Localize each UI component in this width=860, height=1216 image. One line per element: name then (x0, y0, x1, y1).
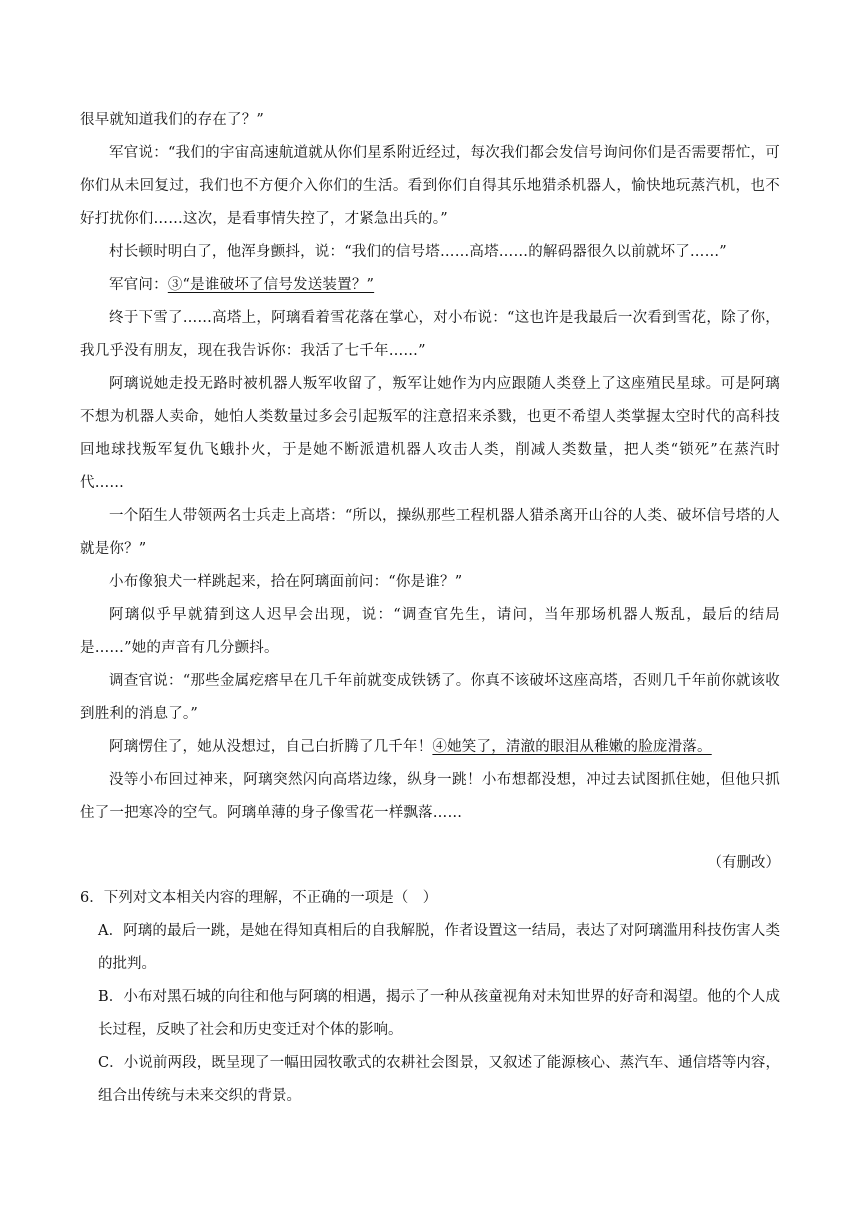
underlined-sentence-3: ③“是谁破坏了信号发送装置？” (167, 277, 375, 293)
passage-paragraph (80, 236, 780, 269)
passage-paragraph (80, 500, 780, 566)
paragraph-text: 阿璃似乎早就猜到这人迟早会出现，说：“调查官先生，请问，当年那场机器人叛乱，最后的结局是……”她的声音有几分颤抖。 (80, 607, 780, 656)
passage-paragraph (80, 566, 780, 599)
option-b: B．小布对黑石城的向往和他与阿璃的相遇，揭示了一种从孩童视角对未知世界的好奇和渴望。他的个人成长过程，反映了社会和历史变迁对个体的影响。 (98, 989, 780, 1038)
passage-paragraph (80, 137, 780, 236)
paragraph-text: 终于下雪了……高塔上，阿璃看着雪花落在掌心，对小布说：“这也许是我最后一次看到雪花，除了你，我几乎没有朋友，现在我告诉你：我活了七千年……” (80, 310, 780, 359)
underlined-sentence-4: ④她笑了，清澈的眼泪从稚嫩的脸庞滑落。 (432, 739, 712, 755)
paragraph-text: 军官问： (109, 277, 168, 293)
paragraph-text: 阿璃说她走投无路时被机器人叛军收留了，叛军让她作为内应跟随人类登上了这座殖民星球。可是阿璃不想为机器人卖命，她怕人类数量过多会引起叛军的注意招来杀戮，也更不希望人类掌握太空时代的高科技回地球找叛军复仇飞蛾扑火，于是她不断派遣机器人攻击人类，削减人类数量，把人类“锁死”在蒸汽时代…… (80, 376, 780, 491)
passage-paragraph (80, 104, 780, 137)
question-stem: 6．下列对文本相关内容的理解，不正确的一项是（ ） (80, 890, 438, 906)
paragraph-text: 村长顿时明白了，他浑身颤抖，说：“我们的信号塔……高塔……的解码器很久以前就坏了……” (109, 244, 727, 260)
passage-paragraph (80, 269, 780, 302)
passage-paragraph (80, 302, 780, 368)
passage-paragraph (80, 368, 780, 500)
passage-paragraph (80, 665, 780, 731)
paragraph-text: 很早就知道我们的存在了？” (80, 112, 265, 128)
paragraph-text: 阿璃愣住了，她从没想过，自己白折腾了几千年！ (109, 739, 433, 755)
paragraph-text: 一个陌生人带领两名士兵走上高塔：“所以，操纵那些工程机器人猎杀离开山谷的人类、破坏信号塔的人就是你？” (80, 508, 780, 557)
option-c: C．小说前两段，既呈现了一幅田园牧歌式的农耕社会图景，又叙述了能源核心、蒸汽车、通信塔等内容，组合出传统与未来交织的背景。 (98, 1055, 780, 1104)
passage-paragraph (80, 731, 780, 764)
paragraph-text: 没等小布回过神来，阿璃突然闪向高塔边缘，纵身一跳！小布想都没想，冲过去试图抓住她，但他只抓住了一把寒冷的空气。阿璃单薄的身子像雪花一样飘落…… (80, 772, 780, 821)
option-a: A．阿璃的最后一跳，是她在得知真相后的自我解脱，作者设置这一结局，表达了对阿璃滥用科技伤害人类的批判。 (98, 923, 780, 972)
paragraph-text: 小布像狼犬一样跳起来，拾在阿璃面前问：“你是谁？” (109, 574, 463, 590)
paragraph-text: 调查官说：“那些金属疙瘩早在几千年前就变成铁锈了。你真不该破坏这座高塔，否则几千年前你就该收到胜利的消息了。” (80, 673, 780, 722)
source-note: （有删改） (707, 855, 780, 871)
paragraph-text: 军官说：“我们的宇宙高速航道就从你们星系附近经过，每次我们都会发信号询问你们是否需要帮忙，可你们从未回复过，我们也不方便介入你们的生活。看到你们自得其乐地猎杀机器人，愉快地玩蒸汽机，也不好打扰你们……这次，是看事情失控了，才紧急出兵的。” (80, 145, 780, 227)
passage-paragraph (80, 599, 780, 665)
passage-paragraph (80, 764, 780, 830)
